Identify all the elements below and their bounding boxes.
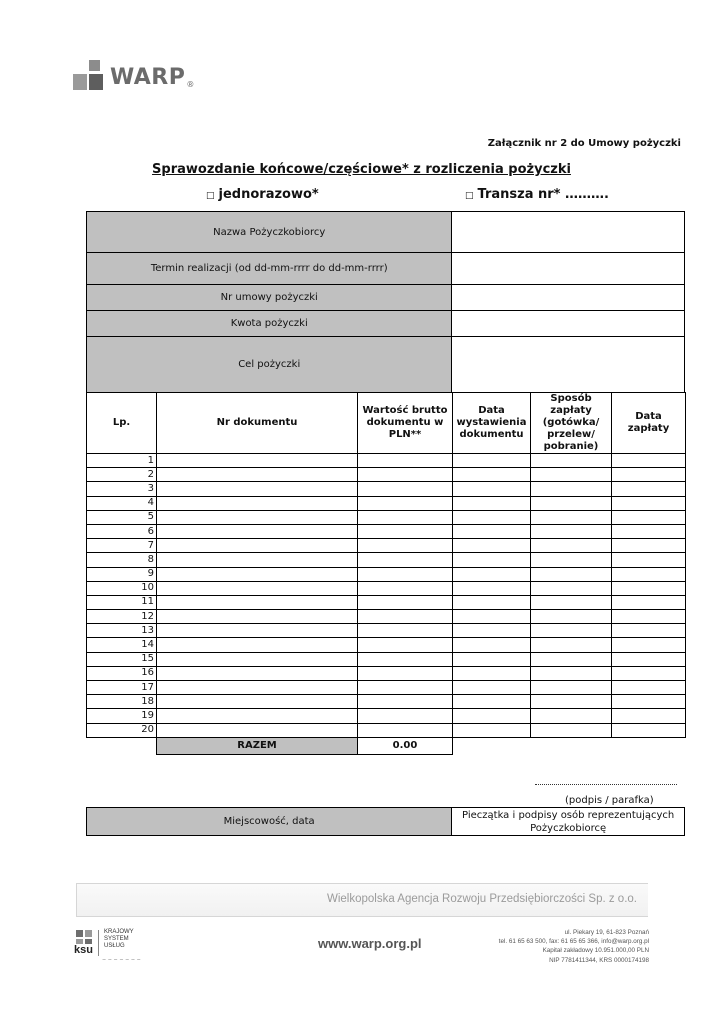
payment-method-cell[interactable]: [531, 468, 612, 482]
table-row: [87, 610, 686, 624]
issue-date-cell[interactable]: [453, 454, 531, 468]
row-number: 11: [87, 595, 157, 609]
issue-date-cell[interactable]: [453, 567, 531, 581]
payment-method-cell[interactable]: [531, 539, 612, 553]
gross-value-cell[interactable]: [358, 638, 453, 652]
issue-date-cell[interactable]: [453, 624, 531, 638]
gross-value-cell[interactable]: [358, 468, 453, 482]
signature-caption: (podpis / parafka): [565, 795, 654, 806]
total-label: RAZEM: [157, 737, 358, 754]
issue-date-cell[interactable]: [453, 539, 531, 553]
gross-value-cell[interactable]: [358, 496, 453, 510]
issue-date-cell[interactable]: [453, 709, 531, 723]
checkbox-icon[interactable]: □: [465, 191, 474, 201]
issue-date-cell[interactable]: [453, 482, 531, 496]
table-row: [87, 581, 686, 595]
issue-date-cell[interactable]: [453, 496, 531, 510]
row-number: 1: [87, 454, 157, 468]
payment-method-cell[interactable]: [531, 681, 612, 695]
issue-date-cell[interactable]: [453, 524, 531, 538]
payment-method-cell[interactable]: [531, 595, 612, 609]
table-row: [87, 695, 686, 709]
agreement-number-field[interactable]: [452, 285, 685, 311]
doc-number-cell[interactable]: [157, 595, 358, 609]
payment-date-cell[interactable]: [612, 610, 686, 624]
issue-date-cell[interactable]: [453, 723, 531, 737]
col-header-payment-date: Data zapłaty: [612, 393, 686, 454]
row-number: 19: [87, 709, 157, 723]
table-row: [87, 723, 686, 737]
documents-table: [86, 392, 686, 755]
payment-method-cell[interactable]: [531, 610, 612, 624]
payment-date-cell[interactable]: [612, 581, 686, 595]
table-row: [87, 454, 686, 468]
gross-value-cell[interactable]: [358, 610, 453, 624]
checkbox-icon[interactable]: □: [206, 191, 215, 201]
issue-date-cell[interactable]: [453, 638, 531, 652]
row-number: 5: [87, 510, 157, 524]
table-row: [87, 482, 686, 496]
payment-method-cell[interactable]: [531, 581, 612, 595]
option-tranche[interactable]: [465, 187, 609, 202]
payment-method-cell[interactable]: [531, 695, 612, 709]
borrower-name-field[interactable]: [452, 212, 685, 253]
total-spacer: [612, 737, 686, 754]
loan-amount-label: Kwota pożyczki: [87, 311, 452, 337]
payment-method-cell[interactable]: [531, 454, 612, 468]
payment-method-cell[interactable]: [531, 709, 612, 723]
payment-date-cell[interactable]: [612, 624, 686, 638]
table-row: [87, 681, 686, 695]
logo-text: WARP: [110, 64, 186, 90]
payment-method-cell[interactable]: [531, 524, 612, 538]
doc-number-cell[interactable]: [157, 510, 358, 524]
payment-date-cell[interactable]: [612, 681, 686, 695]
gross-value-cell[interactable]: [358, 709, 453, 723]
col-header-gross-value: Wartość brutto dokumentu w PLN**: [358, 393, 453, 454]
ksu-signature-graphic: ~ ~ ~ ~ ~ ~ ~: [102, 957, 141, 963]
gross-value-cell[interactable]: [358, 510, 453, 524]
issue-date-cell[interactable]: [453, 610, 531, 624]
doc-number-cell[interactable]: [157, 482, 358, 496]
doc-number-cell[interactable]: [157, 638, 358, 652]
table-row: [87, 666, 686, 680]
registered-mark: ®: [186, 79, 195, 89]
option-single[interactable]: [206, 187, 319, 202]
table-row: [87, 624, 686, 638]
warp-logo: [73, 60, 194, 92]
payment-date-cell[interactable]: [612, 652, 686, 666]
issue-date-cell[interactable]: [453, 553, 531, 567]
gross-value-cell[interactable]: [358, 524, 453, 538]
doc-number-cell[interactable]: [157, 652, 358, 666]
table-row: [87, 709, 686, 723]
gross-value-cell[interactable]: [358, 666, 453, 680]
row-number: 10: [87, 581, 157, 595]
row-number: 13: [87, 624, 157, 638]
doc-number-cell[interactable]: [157, 539, 358, 553]
payment-method-cell[interactable]: [531, 723, 612, 737]
row-number: 15: [87, 652, 157, 666]
total-spacer: [453, 737, 531, 754]
table-row: [87, 652, 686, 666]
issue-date-cell[interactable]: [453, 695, 531, 709]
row-number: 20: [87, 723, 157, 737]
table-row: [87, 539, 686, 553]
option-label: jednorazowo*: [218, 187, 319, 202]
document-title: Sprawozdanie końcowe/częściowe* z rozliczenia pożyczki: [152, 162, 571, 177]
doc-number-cell[interactable]: [157, 524, 358, 538]
table-row: [87, 468, 686, 482]
doc-number-cell[interactable]: [157, 581, 358, 595]
col-header-payment-method: Sposób zapłaty (gotówka/ przelew/ pobranie): [531, 393, 612, 454]
gross-value-cell[interactable]: [358, 567, 453, 581]
issue-date-cell[interactable]: [453, 666, 531, 680]
row-number: 16: [87, 666, 157, 680]
gross-value-cell[interactable]: [358, 695, 453, 709]
payment-date-cell[interactable]: [612, 695, 686, 709]
payment-date-cell[interactable]: [612, 510, 686, 524]
payment-date-cell[interactable]: [612, 524, 686, 538]
payment-date-cell[interactable]: [612, 496, 686, 510]
table-row: [87, 553, 686, 567]
payment-date-cell[interactable]: [612, 709, 686, 723]
address-line: NIP 7781411344, KRS 0000174198: [549, 956, 649, 964]
loan-purpose-label: Cel pożyczki: [87, 337, 452, 393]
borrower-info-table: [86, 211, 685, 393]
issue-date-cell[interactable]: [453, 595, 531, 609]
payment-date-cell[interactable]: [612, 454, 686, 468]
table-row: [87, 567, 686, 581]
doc-number-cell[interactable]: [157, 723, 358, 737]
doc-number-cell[interactable]: [157, 553, 358, 567]
row-number: 17: [87, 681, 157, 695]
footer-address: [499, 928, 649, 965]
col-header-issue-date: Data wystawienia dokumentu: [453, 393, 531, 454]
address-line: ul. Piekary 19, 61-823 Poznań: [564, 929, 649, 936]
table-row: [87, 496, 686, 510]
payment-method-cell[interactable]: [531, 496, 612, 510]
row-number: 6: [87, 524, 157, 538]
payment-date-cell[interactable]: [612, 553, 686, 567]
doc-number-cell[interactable]: [157, 695, 358, 709]
payment-date-cell[interactable]: [612, 567, 686, 581]
payment-method-cell[interactable]: [531, 652, 612, 666]
doc-number-cell[interactable]: [157, 454, 358, 468]
gross-value-cell[interactable]: [358, 624, 453, 638]
place-date-label: Miejscowość, data: [87, 808, 452, 836]
term-field[interactable]: [452, 253, 685, 285]
doc-number-cell[interactable]: [157, 567, 358, 581]
total-value: 0.00: [358, 737, 453, 754]
doc-number-cell[interactable]: [157, 610, 358, 624]
issue-date-cell[interactable]: [453, 681, 531, 695]
payment-date-cell[interactable]: [612, 468, 686, 482]
address-line: Kapitał zakładowy 10.951.000,00 PLN: [542, 947, 649, 955]
col-header-doc-number: Nr dokumentu: [157, 393, 358, 454]
payment-method-cell[interactable]: [531, 638, 612, 652]
signature-line: [535, 784, 677, 785]
gross-value-cell[interactable]: [358, 539, 453, 553]
row-number: 2: [87, 468, 157, 482]
term-label: Termin realizacji (od dd-mm-rrrr do dd-mm-rrrr): [87, 253, 452, 285]
total-row: [87, 737, 686, 754]
row-number: 7: [87, 539, 157, 553]
loan-amount-field[interactable]: [452, 311, 685, 337]
row-number: 14: [87, 638, 157, 652]
payment-method-cell[interactable]: [531, 567, 612, 581]
payment-date-cell[interactable]: [612, 539, 686, 553]
doc-number-cell[interactable]: [157, 681, 358, 695]
gross-value-cell[interactable]: [358, 553, 453, 567]
payment-method-cell[interactable]: [531, 553, 612, 567]
doc-number-cell[interactable]: [157, 709, 358, 723]
gross-value-cell[interactable]: [358, 595, 453, 609]
warp-logo-icon: [73, 60, 107, 92]
loan-purpose-field[interactable]: [452, 337, 685, 393]
row-number: 3: [87, 482, 157, 496]
table-row: [87, 595, 686, 609]
gross-value-cell[interactable]: [358, 723, 453, 737]
gross-value-cell[interactable]: [358, 454, 453, 468]
ksu-abbr: ksu: [74, 944, 93, 956]
payment-method-cell[interactable]: [531, 510, 612, 524]
table-row: [87, 510, 686, 524]
row-number: 9: [87, 567, 157, 581]
doc-number-cell[interactable]: [157, 666, 358, 680]
row-number: 8: [87, 553, 157, 567]
issue-date-cell[interactable]: [453, 581, 531, 595]
payment-method-cell[interactable]: [531, 666, 612, 680]
footer-website-link[interactable]: www.warp.org.pl: [318, 936, 422, 951]
option-label: Transza nr* ……….: [477, 187, 609, 202]
doc-number-cell[interactable]: [157, 468, 358, 482]
payment-date-cell[interactable]: [612, 638, 686, 652]
borrower-name-label: Nazwa Pożyczkobiorcy: [87, 212, 452, 253]
table-row: [87, 524, 686, 538]
issue-date-cell[interactable]: [453, 468, 531, 482]
payment-date-cell[interactable]: [612, 595, 686, 609]
payment-date-cell[interactable]: [612, 723, 686, 737]
payment-method-cell[interactable]: [531, 482, 612, 496]
stamp-signatures-label: Pieczątka i podpisy osób reprezentujących Pożyczkobiorcę: [452, 808, 685, 836]
table-header-row: [87, 393, 686, 454]
issue-date-cell[interactable]: [453, 652, 531, 666]
total-spacer: [87, 737, 157, 754]
row-number: 18: [87, 695, 157, 709]
row-number: 4: [87, 496, 157, 510]
gross-value-cell[interactable]: [358, 482, 453, 496]
gross-value-cell[interactable]: [358, 652, 453, 666]
payment-date-cell[interactable]: [612, 666, 686, 680]
footer-agency-name: Wielkopolska Agencja Rozwoju Przedsiębiorczości Sp. z o.o.: [326, 893, 637, 905]
total-spacer: [531, 737, 612, 754]
col-header-lp: Lp.: [87, 393, 157, 454]
agreement-number-label: Nr umowy pożyczki: [87, 285, 452, 311]
gross-value-cell[interactable]: [358, 581, 453, 595]
gross-value-cell[interactable]: [358, 681, 453, 695]
signature-table: [86, 807, 685, 836]
table-row: [87, 638, 686, 652]
payment-method-cell[interactable]: [531, 624, 612, 638]
issue-date-cell[interactable]: [453, 510, 531, 524]
row-number: 12: [87, 610, 157, 624]
address-line: tel. 61 65 63 500, fax: 61 65 65 366, info@warp.org.pl: [498, 938, 649, 946]
doc-number-cell[interactable]: [157, 496, 358, 510]
payment-date-cell[interactable]: [612, 482, 686, 496]
ksu-logo: [74, 928, 144, 968]
ksu-text: KRAJOWY SYSTEM USŁUG: [104, 929, 134, 949]
doc-number-cell[interactable]: [157, 624, 358, 638]
annex-label: Załącznik nr 2 do Umowy pożyczki: [487, 138, 681, 149]
